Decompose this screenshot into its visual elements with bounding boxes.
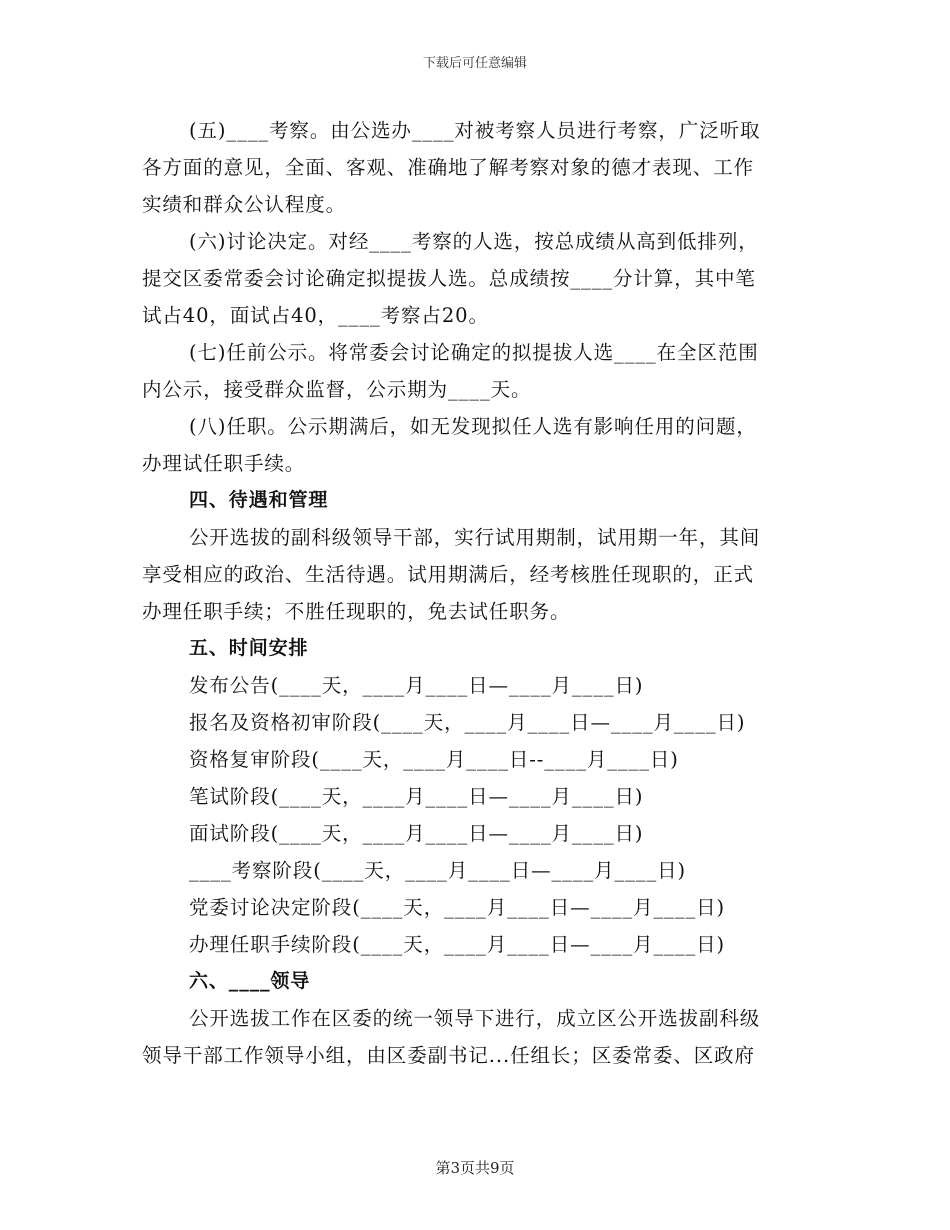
text-line: ____考察阶段(____天，____月____日—____月____日) bbox=[189, 859, 687, 882]
text-line: 享受相应的政治、生活待遇。试用期满后，经考核胜任现职的，正式 bbox=[142, 563, 755, 586]
text-line: 办理任职手续阶段(____天，____月____日—____月____日) bbox=[189, 933, 726, 956]
text-line: 公开选拔工作在区委的统一领导下进行，成立区公开选拔副科级 bbox=[189, 1007, 761, 1030]
section-heading: 四、待遇和管理 bbox=[189, 489, 329, 511]
text-line: 报名及资格初审阶段(____天，____月____日—____月____日) bbox=[189, 711, 746, 734]
text-line: 办理任职手续；不胜任现职的，免去试任职务。 bbox=[142, 600, 571, 623]
text-line: 领导干部工作领导小组，由区委副书记...任组长；区委常委、区政府 bbox=[142, 1044, 755, 1067]
text-line: (七)任前公示。将常委会讨论确定的拟提拔人选____在全区范围 bbox=[189, 341, 759, 364]
text-line: 内公示，接受群众监督，公示期为____天。 bbox=[142, 378, 532, 401]
text-line: 发布公告(____天，____月____日—____月____日) bbox=[189, 674, 644, 697]
page-header: 下载后可任意编辑 bbox=[422, 56, 527, 71]
text-line: 资格复审阶段(____天，____月____日--____月____日) bbox=[189, 748, 679, 771]
text-line: 党委讨论决定阶段(____天，____月____日—____月____日) bbox=[189, 896, 726, 919]
section-heading: 六、____领导 bbox=[189, 970, 311, 992]
text-line: 笔试阶段(____天，____月____日—____月____日) bbox=[189, 785, 644, 808]
text-line: 提交区委常委会讨论确定拟提拔人选。总成绩按____分计算，其中笔 bbox=[142, 267, 756, 290]
text-line: 公开选拔的副科级领导干部，实行试用期制，试用期一年，其间 bbox=[189, 526, 761, 549]
text-line: 实绩和群众公认程度。 bbox=[142, 193, 347, 216]
text-line: (五)____考察。由公选办____对被考察人员进行考察，广泛听取 bbox=[189, 119, 761, 142]
text-line: 试占40，面试占40，____考察占20。 bbox=[142, 304, 489, 327]
section-heading: 五、时间安排 bbox=[189, 637, 309, 659]
text-line: (八)任职。公示期满后，如无发现拟任人选有影响任用的问题， bbox=[189, 415, 757, 438]
document-body bbox=[142, 112, 807, 1074]
page-footer: 第3页共9页 bbox=[435, 1159, 515, 1177]
text-line: 办理试任职手续。 bbox=[142, 452, 306, 475]
text-line: 各方面的意见，全面、客观、准确地了解考察对象的德才表现、工作 bbox=[142, 156, 755, 179]
text-line: (六)讨论决定。对经____考察的人选，按总成绩从高到低排列， bbox=[189, 230, 759, 253]
text-line: 面试阶段(____天，____月____日—____月____日) bbox=[189, 822, 644, 845]
